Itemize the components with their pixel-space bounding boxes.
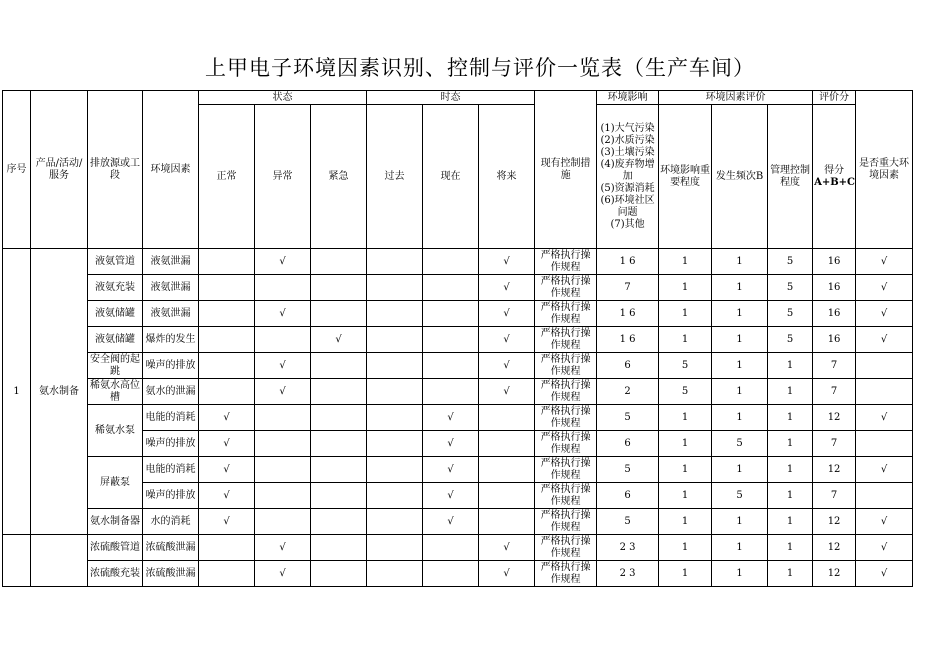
- source-cell: 液氨储罐: [88, 327, 143, 353]
- header-product: 产品/活动/服务: [31, 91, 88, 249]
- emergency-cell: [311, 431, 367, 457]
- factor-cell: 噪声的排放: [143, 483, 199, 509]
- normal-cell: √: [199, 509, 255, 535]
- product-cell: 氨水制备: [31, 249, 88, 535]
- header-state: 状态: [199, 91, 367, 105]
- abnormal-cell: √: [255, 379, 311, 405]
- score-cell: 16: [813, 275, 856, 301]
- frequency-cell: 5: [712, 431, 768, 457]
- impact-item: (6)环境社区问题: [600, 194, 655, 218]
- management-cell: 1: [768, 509, 813, 535]
- abnormal-cell: [255, 405, 311, 431]
- impact-item: (2)水质污染: [600, 134, 655, 146]
- future-cell: √: [479, 275, 535, 301]
- abnormal-cell: [255, 275, 311, 301]
- score-cell: 12: [813, 509, 856, 535]
- abnormal-cell: √: [255, 561, 311, 587]
- significant-cell: √: [856, 301, 913, 327]
- importance-cell: 5: [659, 353, 712, 379]
- emergency-cell: [311, 275, 367, 301]
- header-source: 排放源或工段: [88, 91, 143, 249]
- management-cell: 1: [768, 561, 813, 587]
- header-impact-list: [597, 105, 659, 249]
- control-cell: 严格执行操作规程: [535, 561, 597, 587]
- normal-cell: [199, 301, 255, 327]
- emergency-cell: [311, 249, 367, 275]
- control-cell: 严格执行操作规程: [535, 535, 597, 561]
- importance-cell: 1: [659, 483, 712, 509]
- significant-cell: √: [856, 457, 913, 483]
- frequency-cell: 1: [712, 379, 768, 405]
- page-title: 上甲电子环境因素识别、控制与评价一览表（生产车间）: [205, 56, 755, 80]
- factor-cell: 液氨泄漏: [143, 275, 199, 301]
- impact-item: (4)废弃物增加: [600, 158, 655, 182]
- significant-cell: [856, 431, 913, 457]
- significant-cell: [856, 483, 913, 509]
- significant-cell: [856, 353, 913, 379]
- past-cell: [367, 483, 423, 509]
- score-cell: 7: [813, 483, 856, 509]
- present-cell: [423, 561, 479, 587]
- significant-cell: √: [856, 275, 913, 301]
- header-management: 管理控制程度: [768, 105, 813, 249]
- management-cell: 5: [768, 301, 813, 327]
- header-present: 现在: [423, 105, 479, 249]
- header-score: [813, 105, 856, 249]
- frequency-cell: 1: [712, 327, 768, 353]
- management-cell: 1: [768, 431, 813, 457]
- control-cell: 严格执行操作规程: [535, 483, 597, 509]
- present-cell: √: [423, 509, 479, 535]
- future-cell: [479, 483, 535, 509]
- impact-cell: 1 6: [597, 249, 659, 275]
- present-cell: [423, 275, 479, 301]
- source-cell: 液氨充装: [88, 275, 143, 301]
- impact-cell: 5: [597, 509, 659, 535]
- past-cell: [367, 431, 423, 457]
- header-significant: 是否重大环境因素: [856, 91, 913, 249]
- score-cell: 7: [813, 379, 856, 405]
- present-cell: [423, 301, 479, 327]
- source-cell: 屏蔽泵: [88, 457, 143, 509]
- impact-cell: 6: [597, 483, 659, 509]
- header-score-formula: A+B+C: [814, 176, 855, 188]
- abnormal-cell: [255, 327, 311, 353]
- significant-cell: √: [856, 327, 913, 353]
- factor-cell: 浓硫酸泄漏: [143, 535, 199, 561]
- past-cell: [367, 457, 423, 483]
- control-cell: 严格执行操作规程: [535, 509, 597, 535]
- importance-cell: 1: [659, 249, 712, 275]
- past-cell: [367, 509, 423, 535]
- impact-cell: 1 6: [597, 327, 659, 353]
- frequency-cell: 1: [712, 405, 768, 431]
- present-cell: [423, 353, 479, 379]
- significant-cell: √: [856, 509, 913, 535]
- future-cell: [479, 431, 535, 457]
- header-abnormal: 异常: [255, 105, 311, 249]
- significant-cell: √: [856, 535, 913, 561]
- emergency-cell: [311, 509, 367, 535]
- normal-cell: [199, 535, 255, 561]
- present-cell: [423, 379, 479, 405]
- seq-cell: [3, 535, 31, 587]
- frequency-cell: 1: [712, 353, 768, 379]
- source-cell: 浓硫酸充装: [88, 561, 143, 587]
- abnormal-cell: [255, 509, 311, 535]
- future-cell: √: [479, 301, 535, 327]
- abnormal-cell: √: [255, 301, 311, 327]
- seq-cell: 1: [3, 249, 31, 535]
- frequency-cell: 1: [712, 509, 768, 535]
- impact-cell: 5: [597, 405, 659, 431]
- normal-cell: [199, 353, 255, 379]
- factor-cell: 氨水的泄漏: [143, 379, 199, 405]
- present-cell: √: [423, 431, 479, 457]
- normal-cell: √: [199, 483, 255, 509]
- header-emergency: 紧急: [311, 105, 367, 249]
- emergency-cell: [311, 457, 367, 483]
- score-cell: 16: [813, 301, 856, 327]
- control-cell: 严格执行操作规程: [535, 249, 597, 275]
- significant-cell: √: [856, 249, 913, 275]
- source-cell: 稀氨水泵: [88, 405, 143, 457]
- source-cell: 液氨管道: [88, 249, 143, 275]
- importance-cell: 1: [659, 509, 712, 535]
- past-cell: [367, 275, 423, 301]
- emergency-cell: √: [311, 327, 367, 353]
- impact-cell: 6: [597, 353, 659, 379]
- header-seq: 序号: [3, 91, 31, 249]
- abnormal-cell: √: [255, 249, 311, 275]
- importance-cell: 1: [659, 301, 712, 327]
- management-cell: 1: [768, 379, 813, 405]
- future-cell: √: [479, 379, 535, 405]
- factor-cell: 水的消耗: [143, 509, 199, 535]
- abnormal-cell: [255, 431, 311, 457]
- management-cell: 5: [768, 275, 813, 301]
- header-future: 将来: [479, 105, 535, 249]
- table-row: [3, 379, 913, 405]
- abnormal-cell: √: [255, 353, 311, 379]
- present-cell: √: [423, 483, 479, 509]
- score-cell: 12: [813, 535, 856, 561]
- frequency-cell: 1: [712, 275, 768, 301]
- frequency-cell: 1: [712, 249, 768, 275]
- emergency-cell: [311, 353, 367, 379]
- frequency-cell: 1: [712, 561, 768, 587]
- factor-cell: 电能的消耗: [143, 405, 199, 431]
- assessment-table: [2, 90, 913, 587]
- table-row: [3, 561, 913, 587]
- control-cell: 严格执行操作规程: [535, 431, 597, 457]
- management-cell: 1: [768, 483, 813, 509]
- past-cell: [367, 405, 423, 431]
- control-cell: 严格执行操作规程: [535, 327, 597, 353]
- importance-cell: 1: [659, 561, 712, 587]
- header-score-label: 得分: [824, 164, 845, 176]
- future-cell: [479, 457, 535, 483]
- importance-cell: 1: [659, 327, 712, 353]
- normal-cell: √: [199, 431, 255, 457]
- header-frequency: 发生频次B: [712, 105, 768, 249]
- table-row: [3, 275, 913, 301]
- impact-cell: 2 3: [597, 535, 659, 561]
- score-cell: 12: [813, 561, 856, 587]
- factor-cell: 噪声的排放: [143, 353, 199, 379]
- control-cell: 严格执行操作规程: [535, 457, 597, 483]
- past-cell: [367, 379, 423, 405]
- future-cell: √: [479, 353, 535, 379]
- control-cell: 严格执行操作规程: [535, 353, 597, 379]
- table-row: [3, 327, 913, 353]
- present-cell: √: [423, 405, 479, 431]
- header-control: 现有控制措施: [535, 91, 597, 249]
- normal-cell: √: [199, 457, 255, 483]
- impact-cell: 5: [597, 457, 659, 483]
- importance-cell: 5: [659, 379, 712, 405]
- significant-cell: √: [856, 405, 913, 431]
- future-cell: √: [479, 249, 535, 275]
- header-factor: 环境因素: [143, 91, 199, 249]
- score-cell: 16: [813, 249, 856, 275]
- impact-cell: 1 6: [597, 301, 659, 327]
- emergency-cell: [311, 535, 367, 561]
- normal-cell: [199, 249, 255, 275]
- header-eval: 环境因素评价: [659, 91, 813, 105]
- control-cell: 严格执行操作规程: [535, 301, 597, 327]
- future-cell: √: [479, 327, 535, 353]
- table-row: [3, 509, 913, 535]
- future-cell: √: [479, 561, 535, 587]
- table-row: [3, 535, 913, 561]
- source-cell: 稀氨水高位槽: [88, 379, 143, 405]
- source-cell: 液氨储罐: [88, 301, 143, 327]
- factor-cell: 噪声的排放: [143, 431, 199, 457]
- impact-cell: 7: [597, 275, 659, 301]
- present-cell: [423, 535, 479, 561]
- emergency-cell: [311, 561, 367, 587]
- impact-item: (1)大气污染: [600, 122, 655, 134]
- past-cell: [367, 301, 423, 327]
- frequency-cell: 5: [712, 483, 768, 509]
- factor-cell: 爆炸的发生: [143, 327, 199, 353]
- table-row: [3, 301, 913, 327]
- management-cell: 1: [768, 535, 813, 561]
- table-row: [3, 405, 913, 431]
- past-cell: [367, 249, 423, 275]
- management-cell: 1: [768, 457, 813, 483]
- importance-cell: 1: [659, 275, 712, 301]
- future-cell: [479, 405, 535, 431]
- importance-cell: 1: [659, 431, 712, 457]
- normal-cell: √: [199, 405, 255, 431]
- source-cell: 安全阀的起跳: [88, 353, 143, 379]
- frequency-cell: 1: [712, 535, 768, 561]
- normal-cell: [199, 275, 255, 301]
- score-cell: 7: [813, 431, 856, 457]
- past-cell: [367, 535, 423, 561]
- normal-cell: [199, 379, 255, 405]
- abnormal-cell: [255, 457, 311, 483]
- impact-cell: 2: [597, 379, 659, 405]
- impact-item: (7)其他: [610, 218, 645, 230]
- factor-cell: 浓硫酸泄漏: [143, 561, 199, 587]
- factor-cell: 电能的消耗: [143, 457, 199, 483]
- emergency-cell: [311, 379, 367, 405]
- past-cell: [367, 327, 423, 353]
- management-cell: 1: [768, 353, 813, 379]
- table-row: [3, 457, 913, 483]
- control-cell: 严格执行操作规程: [535, 405, 597, 431]
- score-cell: 12: [813, 405, 856, 431]
- assessment-table-viewport: [2, 90, 910, 598]
- management-cell: 1: [768, 405, 813, 431]
- header-impact: 环境影响: [597, 91, 659, 105]
- importance-cell: 1: [659, 535, 712, 561]
- emergency-cell: [311, 301, 367, 327]
- abnormal-cell: [255, 483, 311, 509]
- present-cell: [423, 327, 479, 353]
- header-row-1: [3, 91, 913, 105]
- emergency-cell: [311, 405, 367, 431]
- past-cell: [367, 561, 423, 587]
- source-cell: 浓硫酸管道: [88, 535, 143, 561]
- normal-cell: [199, 561, 255, 587]
- header-importance: 环境影响重要程度: [659, 105, 712, 249]
- present-cell: [423, 249, 479, 275]
- header-tense: 时态: [367, 91, 535, 105]
- future-cell: [479, 509, 535, 535]
- score-cell: 16: [813, 327, 856, 353]
- header-score-group: 评价分: [813, 91, 856, 105]
- factor-cell: 液氨泄漏: [143, 249, 199, 275]
- score-cell: 12: [813, 457, 856, 483]
- product-cell: [31, 535, 88, 587]
- impact-item: (5)资源消耗: [600, 182, 655, 194]
- factor-cell: 液氨泄漏: [143, 301, 199, 327]
- significant-cell: [856, 379, 913, 405]
- header-past: 过去: [367, 105, 423, 249]
- impact-cell: 2 3: [597, 561, 659, 587]
- management-cell: 5: [768, 249, 813, 275]
- significant-cell: √: [856, 561, 913, 587]
- impact-item: (3)土壤污染: [600, 146, 655, 158]
- table-row: [3, 353, 913, 379]
- emergency-cell: [311, 483, 367, 509]
- abnormal-cell: √: [255, 535, 311, 561]
- impact-cell: 6: [597, 431, 659, 457]
- control-cell: 严格执行操作规程: [535, 379, 597, 405]
- management-cell: 5: [768, 327, 813, 353]
- control-cell: 严格执行操作规程: [535, 275, 597, 301]
- future-cell: √: [479, 535, 535, 561]
- source-cell: 氨水制备器: [88, 509, 143, 535]
- importance-cell: 1: [659, 457, 712, 483]
- present-cell: √: [423, 457, 479, 483]
- frequency-cell: 1: [712, 457, 768, 483]
- importance-cell: 1: [659, 405, 712, 431]
- normal-cell: [199, 327, 255, 353]
- score-cell: 7: [813, 353, 856, 379]
- header-normal: 正常: [199, 105, 255, 249]
- table-row: [3, 249, 913, 275]
- past-cell: [367, 353, 423, 379]
- frequency-cell: 1: [712, 301, 768, 327]
